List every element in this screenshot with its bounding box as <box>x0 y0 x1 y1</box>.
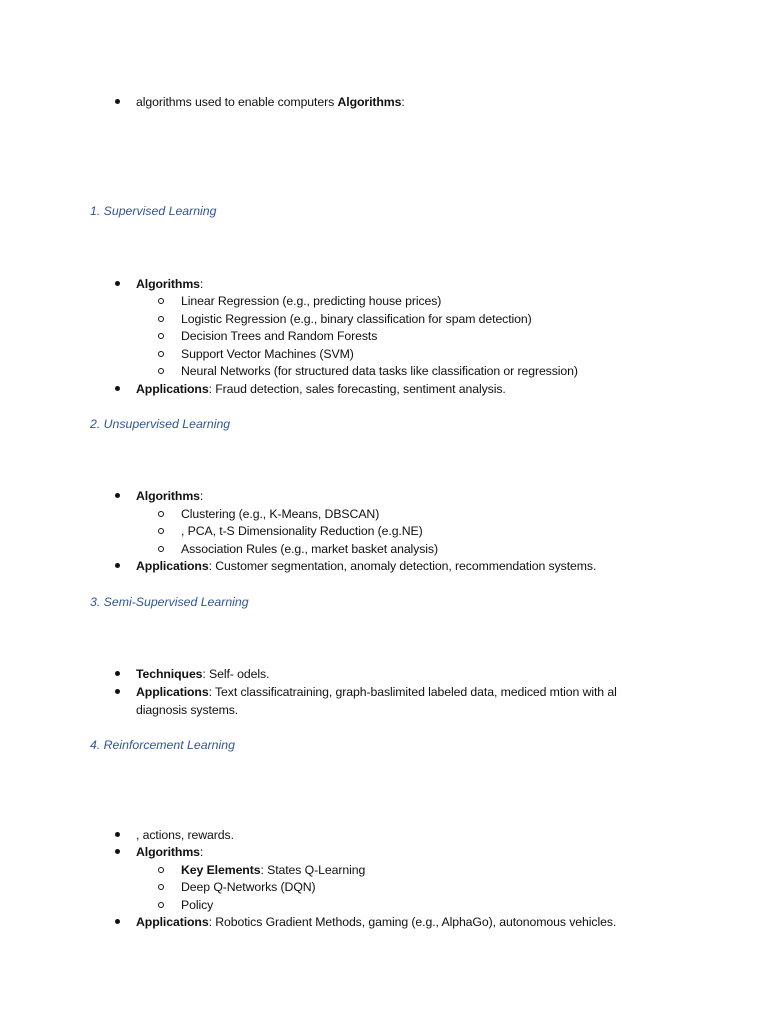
bullet-icon <box>115 671 120 676</box>
techniques-label: Techniques <box>136 667 203 681</box>
applications-label: Applications <box>136 559 209 573</box>
section-heading-reinforcement: 4. Reinforcement Learning <box>90 738 235 752</box>
bullet-icon <box>115 832 120 837</box>
key-elements-label: Key Elements <box>181 863 261 877</box>
list-item: Association Rules (e.g., market basket analysis) <box>181 542 438 556</box>
bullet-icon <box>115 493 120 498</box>
list-item: Logistic Regression (e.g., binary classification for spam detection) <box>181 312 532 326</box>
applications-text: : Customer segmentation, anomaly detection, recommendation systems. <box>208 559 597 573</box>
intro-tail: : <box>401 95 405 109</box>
bullet-icon <box>115 919 120 924</box>
bullet-icon <box>115 849 120 854</box>
sub-bullet-icon <box>158 368 164 374</box>
intro-bold: Algorithms <box>337 95 402 109</box>
applications-line <box>136 684 617 700</box>
algorithms-label: Algorithms <box>136 489 200 503</box>
list-item: , PCA, t-S Dimensionality Reduction (e.g.NE) <box>181 524 423 538</box>
key-elements-line <box>181 862 365 878</box>
algorithms-line <box>136 276 203 292</box>
list-item: Neural Networks (for structured data tasks like classification or regression) <box>181 364 578 378</box>
sub-bullet-icon <box>158 333 164 339</box>
applications-line <box>136 381 506 397</box>
intro-text: algorithms used to enable computers <box>136 95 338 109</box>
applications-line <box>136 558 596 574</box>
sub-bullet-icon <box>158 511 164 517</box>
applications-continuation: diagnosis systems. <box>136 703 239 717</box>
intro-line <box>136 94 405 110</box>
list-item: Policy <box>181 898 214 912</box>
list-item: Clustering (e.g., K-Means, DBSCAN) <box>181 507 380 521</box>
algorithms-label: Algorithms <box>136 845 200 859</box>
section-heading-semi-supervised: 3. Semi-Supervised Learning <box>90 595 249 609</box>
sub-bullet-icon <box>158 546 164 552</box>
list-item: Decision Trees and Random Forests <box>181 329 378 343</box>
sub-bullet-icon <box>158 528 164 534</box>
bullet-icon <box>115 281 120 286</box>
applications-text: : Text classificatraining, graph-baslimited labeled data, mediced mtion with al <box>208 685 617 699</box>
sub-bullet-icon <box>158 351 164 357</box>
applications-label: Applications <box>136 915 209 929</box>
list-item: Linear Regression (e.g., predicting house prices) <box>181 294 442 308</box>
list-item: , actions, rewards. <box>136 828 234 842</box>
sub-bullet-icon <box>158 316 164 322</box>
algorithms-line <box>136 844 203 860</box>
applications-label: Applications <box>136 382 209 396</box>
colon: : <box>199 845 204 859</box>
sub-bullet-icon <box>158 298 164 304</box>
section-heading-supervised: 1. Supervised Learning <box>90 204 217 218</box>
sub-bullet-icon <box>158 867 164 873</box>
applications-label: Applications <box>136 685 209 699</box>
applications-text: : Robotics Gradient Methods, gaming (e.g., AlphaGo), autonomous vehicles. <box>208 915 617 929</box>
section-heading-unsupervised: 2. Unsupervised Learning <box>90 417 231 431</box>
applications-line <box>136 914 616 930</box>
bullet-icon <box>115 386 120 391</box>
techniques-line <box>136 666 269 682</box>
applications-text: : Fraud detection, sales forecasting, sentiment analysis. <box>208 382 506 396</box>
bullet-icon <box>115 689 120 694</box>
sub-bullet-icon <box>158 902 164 908</box>
colon: : <box>199 489 204 503</box>
key-elements-text: : States Q-Learning <box>260 863 366 877</box>
sub-bullet-icon <box>158 884 164 890</box>
list-item: Deep Q-Networks (DQN) <box>181 880 316 894</box>
bullet-icon <box>115 99 120 104</box>
bullet-icon <box>115 563 120 568</box>
colon: : <box>199 277 204 291</box>
algorithms-line <box>136 488 203 504</box>
algorithms-label: Algorithms <box>136 277 200 291</box>
list-item: Support Vector Machines (SVM) <box>181 347 354 361</box>
techniques-text: : Self- odels. <box>202 667 270 681</box>
